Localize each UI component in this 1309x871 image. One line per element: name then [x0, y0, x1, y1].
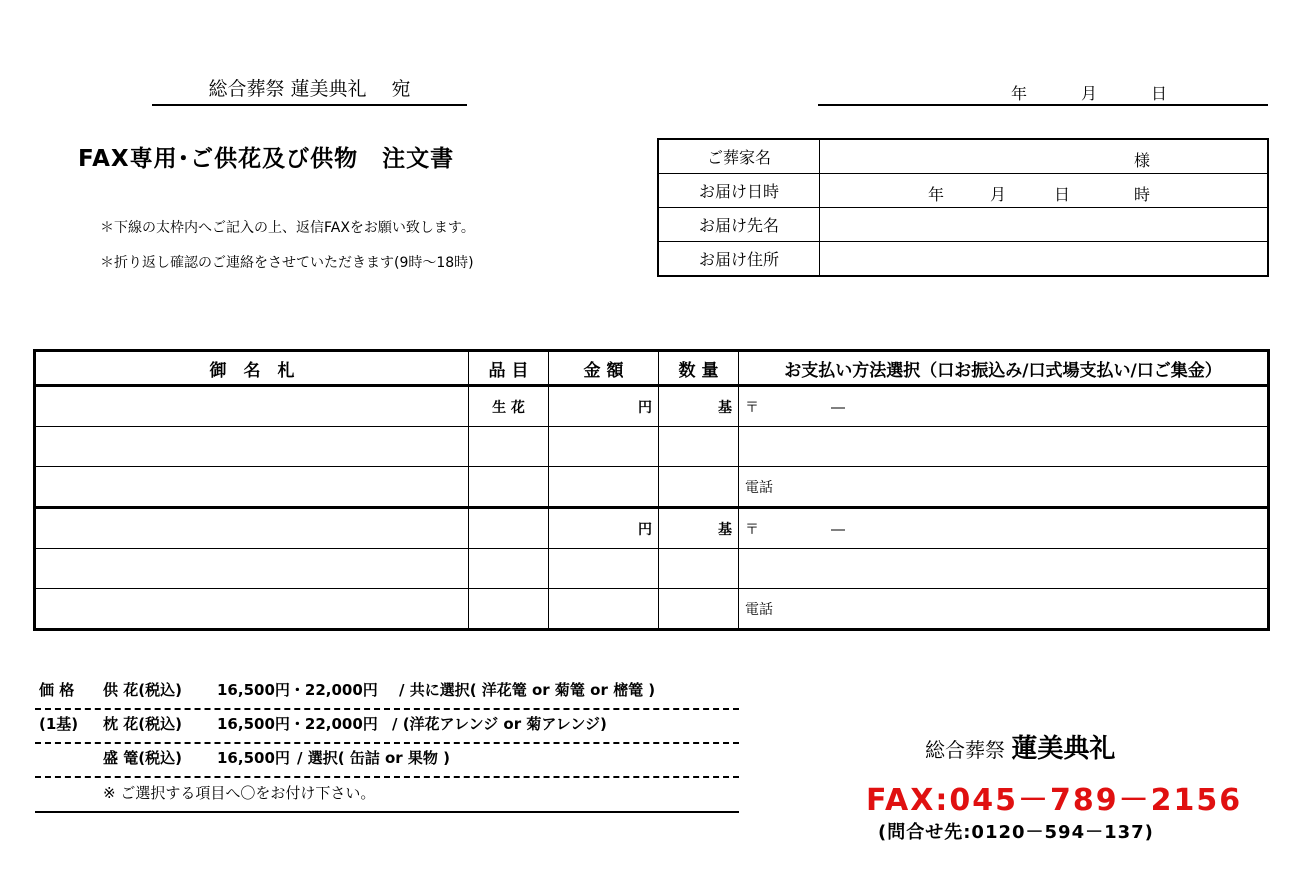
amount-cell[interactable] [549, 589, 659, 630]
postal-mark: 〒 [745, 521, 759, 538]
quantity-cell[interactable] [659, 467, 739, 508]
family-label: ご葬家名 [658, 139, 820, 174]
company-brand: 蓮美典礼 [1011, 734, 1116, 764]
family-suffix: 様 [1134, 151, 1151, 170]
dt-hour: 時 [1134, 185, 1151, 204]
product-price: 16,500円・22,000円 [217, 715, 378, 733]
order-row [35, 589, 1269, 630]
name-tag-cell[interactable] [35, 589, 469, 630]
date-year: 年 [1011, 84, 1028, 103]
item-cell[interactable] [469, 589, 549, 630]
amount-cell[interactable] [549, 427, 659, 467]
fax-number: FAX:045－789－2156 [866, 783, 1243, 818]
family-row [658, 139, 1268, 174]
price-row-makurabana [35, 709, 739, 744]
company-name [925, 728, 1115, 765]
header-amount: 金 額 [549, 351, 659, 386]
product-name: 盛 篭(税込) [103, 749, 182, 767]
delivery-name-row [658, 208, 1268, 242]
postal-dash: ― [831, 521, 845, 538]
order-row [35, 467, 1269, 508]
delivery-name-field[interactable] [820, 208, 1269, 242]
page-title: FAX専用･ご供花及び供物 注文書 [78, 146, 455, 172]
delivery-datetime-label: お届け日時 [658, 174, 820, 208]
name-tag-cell[interactable] [35, 549, 469, 589]
postal-code-cell[interactable] [739, 508, 1269, 549]
product-note: / 選択( 缶詰 or 果物 ) [297, 749, 451, 767]
amount-cell[interactable]: 円 [549, 508, 659, 549]
delivery-info-table [657, 138, 1269, 277]
addressee: 総合葬祭 蓮美典礼 宛 [152, 74, 467, 106]
amount-cell[interactable]: 円 [549, 386, 659, 427]
name-tag-cell[interactable] [35, 427, 469, 467]
postal-code-cell[interactable] [739, 386, 1269, 427]
quantity-cell[interactable] [659, 589, 739, 630]
header-payment: お支払い方法選択（口お振込み/口式場支払い/口ご集金） [739, 351, 1269, 386]
date-day: 日 [1151, 84, 1168, 103]
order-row [35, 549, 1269, 589]
price-label: 価 格 [39, 681, 75, 699]
order-row [35, 386, 1269, 427]
product-name: 枕 花(税込) [103, 715, 182, 733]
name-tag-cell[interactable] [35, 386, 469, 427]
delivery-address-label: お届け住所 [658, 242, 820, 277]
item-cell[interactable] [469, 508, 549, 549]
phone-cell[interactable]: 電話 [739, 589, 1269, 630]
date-line[interactable] [818, 84, 1268, 106]
phone-cell[interactable]: 電話 [739, 467, 1269, 508]
address-cell[interactable] [739, 549, 1269, 589]
inquiry-number: (問合せ先:0120－594－137) [878, 822, 1154, 843]
postal-mark: 〒 [745, 399, 759, 416]
family-field[interactable] [820, 139, 1269, 174]
header-item: 品 目 [469, 351, 549, 386]
company-prefix: 総合葬祭 [925, 738, 1005, 762]
header-name-tag: 御 名 札 [35, 351, 469, 386]
order-row [35, 508, 1269, 549]
delivery-datetime-field[interactable] [820, 174, 1269, 208]
delivery-address-field[interactable] [820, 242, 1269, 277]
price-row-morikago [35, 743, 739, 778]
product-note: / (洋花アレンジ or 菊アレンジ) [392, 715, 607, 733]
dt-year: 年 [928, 185, 945, 204]
quantity-cell[interactable] [659, 549, 739, 589]
name-tag-cell[interactable] [35, 467, 469, 508]
order-table [33, 349, 1270, 631]
quantity-cell[interactable] [659, 427, 739, 467]
order-header-row [35, 351, 1269, 386]
order-row [35, 427, 1269, 467]
amount-cell[interactable] [549, 467, 659, 508]
note-confirmation: ＊折り返し確認のご連絡をさせていただきます(9時～18時) [100, 255, 474, 271]
price-footnote-row [35, 778, 739, 813]
quantity-cell[interactable]: 基 [659, 386, 739, 427]
unit-label: (1基) [39, 715, 79, 733]
delivery-address-row [658, 242, 1268, 277]
quantity-cell[interactable]: 基 [659, 508, 739, 549]
name-tag-cell[interactable] [35, 508, 469, 549]
item-cell[interactable]: 生 花 [469, 386, 549, 427]
address-cell[interactable] [739, 427, 1269, 467]
delivery-name-label: お届け先名 [658, 208, 820, 242]
price-footnote: ※ ご選択する項目へ〇をお付け下さい。 [103, 784, 376, 802]
amount-cell[interactable] [549, 549, 659, 589]
delivery-datetime-row [658, 174, 1268, 208]
date-month: 月 [1081, 84, 1098, 103]
product-price: 16,500円・22,000円 [217, 681, 378, 699]
item-cell[interactable] [469, 549, 549, 589]
product-note: / 共に選択( 洋花篭 or 菊篭 or 樒篭 ) [399, 681, 656, 699]
product-price: 16,500円 [217, 749, 290, 767]
dt-day: 日 [1054, 185, 1071, 204]
postal-dash: ― [831, 399, 845, 416]
header-quantity: 数 量 [659, 351, 739, 386]
price-row-kyoka [35, 675, 739, 710]
product-name: 供 花(税込) [103, 681, 182, 699]
note-instructions: ＊下線の太枠内へご記入の上、返信FAXをお願い致します。 [100, 220, 475, 236]
item-cell[interactable] [469, 427, 549, 467]
dt-month: 月 [990, 185, 1007, 204]
item-cell[interactable] [469, 467, 549, 508]
